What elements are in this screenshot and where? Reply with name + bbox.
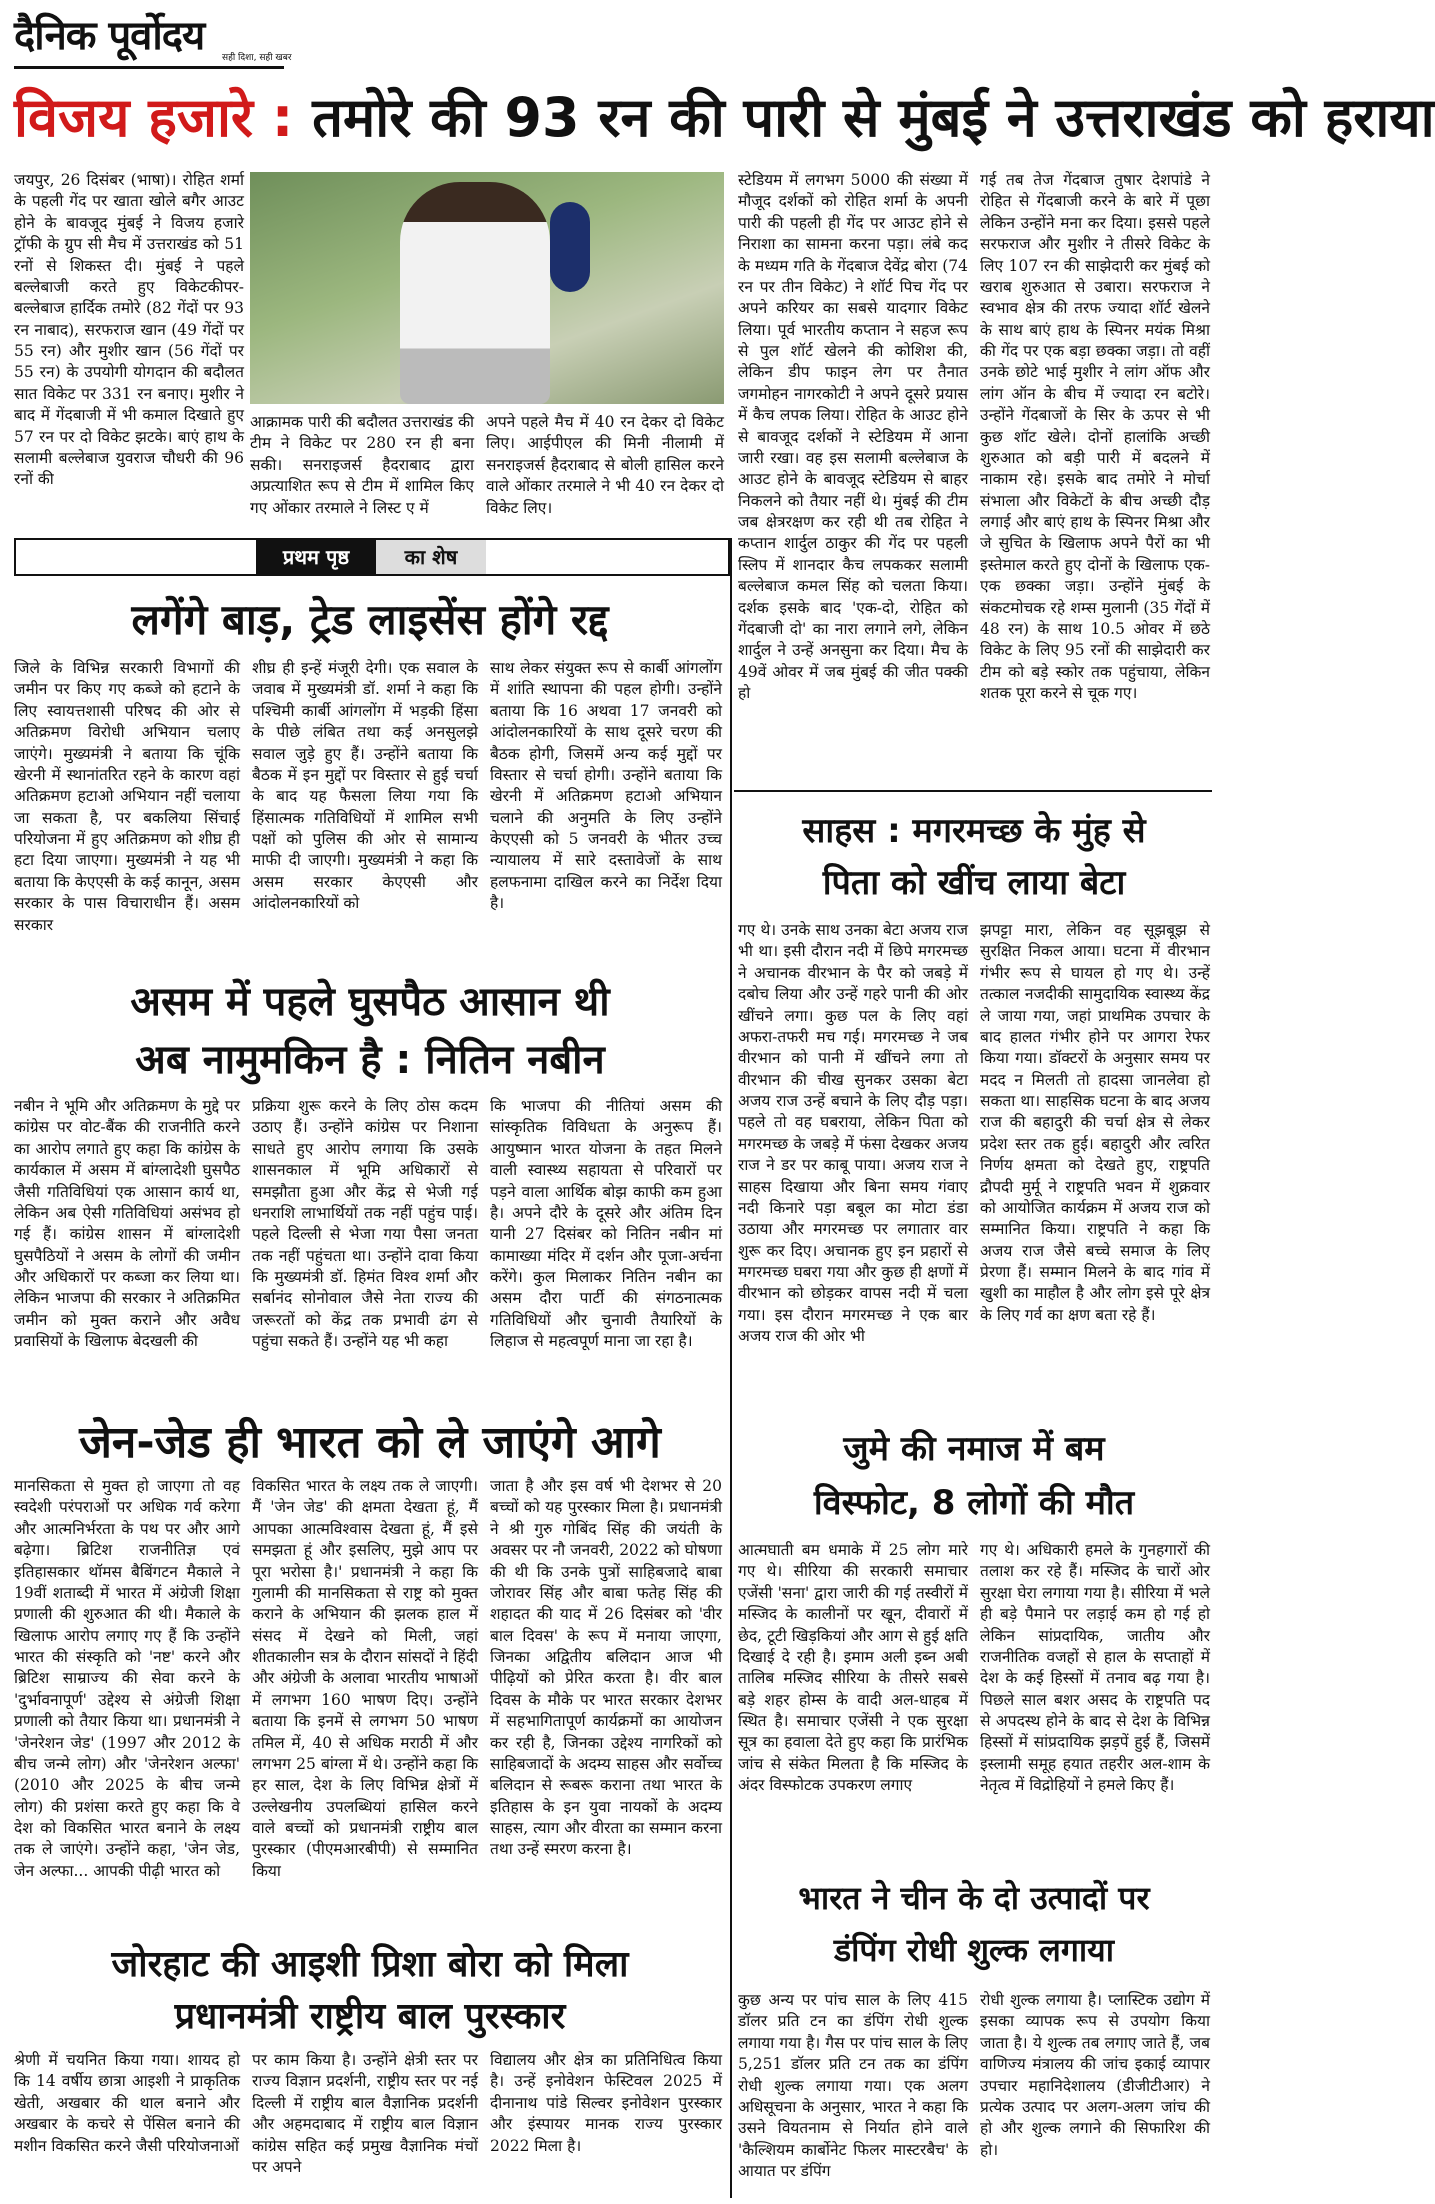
masthead-title: दैनिक पूर्वोदय — [14, 13, 205, 59]
croc-headline-line1: साहस : मगरमच्छ के मुंह से — [802, 811, 1146, 851]
jorhat-col1: श्रेणी में चयनित किया गया। शायद हो कि 14 वर्षीय छात्रा आइशी ने प्राकृतिक खेती, अखबार की थाल बनाने और अखबार के कचरे से पेंसिल बनाने की मशीन विकसित करने जैसी परियोजनाओं — [14, 2051, 240, 2155]
jorhat-headline-line2: प्रधानमंत्री राष्ट्रीय बाल पुरस्कार — [174, 1996, 566, 2037]
continuation-band — [14, 538, 730, 576]
blast-headline-line2: विस्फोट, 8 लोगों की मौत — [813, 1483, 1135, 1523]
croc-col1: गए थे। उनके साथ उनका बेटा अजय राज भी था। इसी दौरान नदी में छिपे मगरमच्छ ने अचानक वीरभान के पैर को जबड़े में दबोच लिया और उन्हें गहरे पानी की ओर खींचने लगा। कुछ पल के लिए वहां अफरा-तफरी मच गई। मगरमच्छ ने जब वीरभान को पानी में खींचने लगा तो वीरभान की चीख सुनकर उसका बेटा अजय राज उन्हें बचाने के लिए दौड़ पड़ा। पहले तो वह घबराया, लेकिन पिता को मगरमच्छ के जबड़े में फंसा देखकर अजय राज ने डर पर काबू पाया। अजय राज ने साहस दिखाया और बिना समय गंवाए नदी किनारे पड़ा बबूल का मोटा डंडा उठाया और मगरमच्छ पर लगातार वार शुरू कर दिए। अचानक हुए इन प्रहारों से मगरमच्छ घबरा गया और कुछ ही क्षणों में वीरभान को छोड़कर वापस नदी में चला गया। इस दौरान मगरमच्छ ने एक बार अजय राज की ओर भी — [738, 921, 968, 1346]
china-headline-line1: भारत ने चीन के दो उत्पादों पर — [798, 1879, 1150, 1917]
masthead-rule — [14, 66, 284, 69]
fence-col2: शीघ्र ही इन्हें मंजूरी देगी। एक सवाल के जवाब में मुख्यमंत्री डॉ. शर्मा ने कहा कि पश्चिमी कार्बी आंगलोंग में भड़की हिंसा के पीछे लंबित तथा कई अनसुलझे सवाल जुड़े हुए हैं। उन्होंने बताया कि बैठक में इन मुद्दों पर विस्तार से हुई चर्चा के बाद यह फैसला लिया गया कि हिंसात्मक गतिविधियों में शामिल सभी पक्षों को पुलिस की ओर से सामान्य माफी दी जाएगी। मुख्यमंत्री ने कहा कि असम सरकार केएएसी और आंदोलनकारियों को — [252, 659, 478, 913]
assam-headline-line2: अब नामुमकिन है : नितिन नबीन — [135, 1037, 605, 1083]
china-col2: रोधी शुल्क लगाया है। प्लास्टिक उद्योग में इसका व्यापक रूप से उपयोग किया जाता है। ये शुल्क तब लगाए जाते हैं, जब वाणिज्य मंत्रालय की जांच इकाई व्यापार उपचार महानिदेशालय (डीजीटीआर) ने प्रत्येक उत्पाद पर अलग-अलग जांच की हो और शुल्क लगाने की सिफारिश की हो। — [980, 1991, 1210, 2159]
main-story-col3: अपने पहले मैच में 40 रन देकर दो विकेट लिए। आईपीएल की मिनी नीलामी में सनराइजर्स हैदराबाद से बोली हासिल करने वाले ओंकार तरमाले ने भी 40 रन देकर दो विकेट लिए। — [486, 413, 724, 517]
blast-col1: आत्मघाती बम धमाके में 25 लोग मारे गए थे। सीरिया की सरकारी समाचार एजेंसी 'सना' द्वारा जारी की गई तस्वीरों में मस्जिद के कालीनों पर खून, दीवारों में छेद, टूटी खिड़कियां और आग से हुई क्षति दिखाई दे रही है। इमाम अली इब्न अबी तालिब मस्जिद सीरिया के तीसरे सबसे बड़े शहर होम्स के वादी अल-धाहब में स्थित है। समाचार एजेंसी ने एक सुरक्षा सूत्र का हवाला देते हुए कहा कि प्रारंभिक जांच से संकेत मिलता है कि मस्जिद के अंदर विस्फोटक उपकरण लगाए — [738, 1541, 968, 1795]
china-col1: कुछ अन्य पर पांच साल के लिए 415 डॉलर प्रति टन का डंपिंग रोधी शुल्क लगाया गया है। गैस पर पांच साल के लिए 5,251 डॉलर प्रति टन तक का डंपिंग रोधी शुल्क लगाया गया। एक अलग अधिसूचना के अनुसार, भारत ने कहा कि उसने वियतनाम से निर्यात होने वाले 'कैल्शियम कार्बोनेट फिलर मास्टरबैच' के आयात पर डंपिंग — [738, 1991, 968, 2180]
main-story-col1: जयपुर, 26 दिसंबर (भाषा)। रोहित शर्मा के पहली गेंद पर खाता खोले बगैर आउट होने के बावजूद मुंबई ने विजय हजारे ट्रॉफी के ग्रुप सी मैच में उत्तराखंड को 51 रनों से शिकस्त दी। मुंबई ने पहले बल्लेबाजी करते हुए विकेटकीपर-बल्लेबाज हार्दिक तमोरे (82 गेंदों पर 93 रन नाबाद), सरफराज खान (49 गेंदों पर 55 रन) और मुशीर खान (56 गेंदों पर 55 रन) के उपयोगी योगदान की बदौलत सात विकेट पर 331 रन बनाए। मुशीर ने बाद में गेंदबाजी में भी कमाल दिखाते हुए 57 रन पर दो विकेट झटके। बाएं हाथ के सलामी बल्लेबाज युवराज चौधरी की 96 रनों की — [14, 171, 244, 489]
genz-headline: जेन-जेड ही भारत को ले जाएंगे आगे — [79, 1417, 661, 1468]
assam-col1: नबीन ने भूमि और अतिक्रमण के मुद्दे पर कांग्रेस पर वोट-बैंक की राजनीति करने का आरोप लगाते हुए कहा कि कांग्रेस के कार्यकाल में असम में बांग्लादेशी घुसपैठ जैसी गतिविधियां एक आसान कार्य था, लेकिन अब ऐसी गतिविधियां असंभव हो गई हैं। कांग्रेस शासन में बांग्लादेशी घुसपैठियों ने असम के लोगों की जमीन और अधिकारों पर कब्जा कर लिया था। लेकिन भाजपा की सरकार ने अतिक्रमित जमीन को मुक्त कराने और अवैध प्रवासियों के खिलाफ बेदखली की — [14, 1097, 240, 1351]
assam-headline-line1: असम में पहले घुसपैठ आसान थी — [130, 979, 610, 1025]
main-story-col5: गई तब तेज गेंदबाज तुषार देशपांडे ने रोहित से गेंदबाजी करने के बारे में पूछा लेकिन उन्होंने मना कर दिया। इससे पहले सरफराज और मुशीर ने तीसरे विकेट के लिए 107 रन की साझेदारी कर मुंबई को खराब शुरुआत से उबारा। सरफराज ने स्वभाव क्षेत्र की तरफ ज्यादा शॉर्ट खेलने के साथ बाएं हाथ के स्पिनर मयंक मिश्रा की गेंद पर एक बड़ा छक्का जड़ा। तो वहीं उनके छोटे भाई मुशीर ने लांग ऑफ और लांग ऑन के बीच में ज्यादा रन बटोरे। उन्होंने गेंदबाजों के सिर के ऊपर से भी कुछ शॉट खेले। दोनों हालांकि अच्छी शुरुआत को बड़ी पारी में बदलने में नाकाम रहे। इसके बाद तमोरे ने मोर्चा संभाला और विकेटों के बीच अच्छी दौड़ लगाई और बाएं हाथ के स्पिनर मिश्रा और जे सुचित के खिलाफ अपने पैरों का भी इस्तेमाल करते हुए दोनों के खिलाफ एक-एक छक्का जड़ा। उन्होंने मुंबई के संकटमोचक रहे शम्स मुलानी (35 गेंदों में 48 रन) के साथ 10.5 ओवर में छठे विकेट के लिए 95 रनों की साझेदारी कर टीम को बड़े स्कोर तक पहुंचाया, लेकिन शतक पूरा करने से चूक गए। — [980, 171, 1210, 702]
fence-col1: जिले के विभिन्न सरकारी विभागों की जमीन पर किए गए कब्जे को हटाने के लिए स्वायत्तशासी परिषद की ओर से अतिक्रमण विरोधी अभियान चलाए जाएंगे। मुख्यमंत्री ने बताया कि चूंकि खेरनी में स्थानांतरित रहने के कारण वहां अतिक्रमण हटाओ अभियान नहीं चलाया जा सकता है, पर बकलिया सिंचाई परियोजना में हुए अतिक्रमण को शीघ्र ही हटा दिया जाएगा। मुख्यमंत्री ने यह भी बताया कि केएएसी के कई कानून, असम सरकार के पास विचाराधीन हैं। असम सरकार — [14, 659, 240, 934]
masthead-tagline: सही दिशा, सही खबर — [222, 53, 292, 63]
assam-col3: कि भाजपा की नीतियां असम की सांस्कृतिक विविधता के अनुरूप हैं। आयुष्मान भारत योजना के तहत मिलने वाली स्वास्थ्य सहायता से परिवारों पर पड़ने वाला आर्थिक बोझ काफी कम हुआ है। अपने दौरे के दूसरे और अंतिम दिन यानी 27 दिसंबर को नितिन नबीन मां कामाख्या मंदिर में दर्शन और पूजा-अर्चना करेंगे। कुल मिलाकर नितिन नबीन का असम दौरा पार्टी की संगठनात्मक गतिविधियों और चुनावी तैयारियों के लिहाज से महत्वपूर्ण माना जा रहा है। — [490, 1097, 722, 1351]
jorhat-headline-line1: जोरहाट की आइशी प्रिशा बोरा को मिला — [111, 1944, 629, 1985]
main-headline — [14, 86, 1435, 150]
assam-col2: प्रक्रिया शुरू करने के लिए ठोस कदम उठाए हैं। उन्होंने कांग्रेस पर निशाना साधते हुए आरोप लगाया कि उसके शासनकाल में भूमि अधिकारों से समझौता हुआ और केंद्र से भेजी गई धनराशि लाभार्थियों तक नहीं पहुंच पाई। पहले दिल्ली से भेजा गया पैसा जनता तक नहीं पहुंचता था। उन्होंने दावा किया कि मुख्यमंत्री डॉ. हिमंत विश्व शर्मा और सर्बानंद सोनोवाल जैसे नेता राज्य की जरूरतों को केंद्र तक प्रभावी ढंग से पहुंचा सकते हैं। उन्होंने यह भी कहा — [252, 1097, 478, 1351]
main-headline-kicker: विजय हजारे : — [14, 86, 294, 149]
blast-col2: गए थे। अधिकारी हमले के गुनहगारों की तलाश कर रहे हैं। मस्जिद के चारों ओर सुरक्षा घेरा लगाया गया है। सीरिया में भले ही बड़े पैमाने पर लड़ाई कम हो गई हो लेकिन सांप्रदायिक, जातीय और राजनीतिक वजहों से हाल के सप्ताहों में देश के कई हिस्सों में तनाव बढ़ गया है। पिछले साल बशर असद के राष्ट्रपति पद से अपदस्थ होने के बाद से देश के विभिन्न हिस्सों में सांप्रदायिक झड़पें हुई हैं, जिसमें इस्लामी समूह हयात तहरीर अल-शाम के नेतृत्व में विद्रोहियों ने हमले किए हैं। — [980, 1541, 1210, 1795]
main-story-col2: आक्रामक पारी की बदौलत उत्तराखंड की टीम ने विकेट पर 280 रन ही बना सकी। सनराइजर्स हैदराबाद द्वारा अप्रत्याशित रूप से टीम में शामिल किए गए ओंकार तरमाले ने लिस्ट ए में — [250, 413, 474, 517]
helmet-icon — [550, 202, 590, 292]
band-label-continued: का शेष — [376, 540, 486, 574]
genz-col2: विकसित भारत के लक्ष्य तक ले जाएगी। मैं 'जेन जेड' की क्षमता देखता हूं, मैं आपका आत्मविश्वास देखता हूं, मैं इसे समझता हूं और इसलिए, मुझे आप पर पूरा भरोसा है।' प्रधानमंत्री ने कहा कि गुलामी की मानसिकता से राष्ट्र को मुक्त कराने के अभियान की झलक हाल में संसद में देखने को मिली, जहां शीतकालीन सत्र के दौरान सांसदों ने हिंदी और अंग्रेजी के अलावा भारतीय भाषाओं में लगभग 160 भाषण दिए। उन्होंने बताया कि इनमें से लगभग 50 भाषण तमिल में, 40 से अधिक मराठी में और लगभग 25 बांग्ला में थे। उन्होंने कहा कि हर साल, देश के लिए विभिन्न क्षेत्रों में उल्लेखनीय उपलब्धियां हासिल करने वाले बच्चों को प्रधानमंत्री राष्ट्रीय बाल पुरस्कार (पीएमआरबीपी) से सम्मानित किया — [252, 1477, 478, 1880]
fence-headline: लगेंगे बाड़, ट्रेड लाइसेंस होंगे रद्द — [131, 595, 609, 644]
jorhat-col3: विद्यालय और क्षेत्र का प्रतिनिधित्व किया है। उन्हें इनोवेशन फेस्टिवल 2025 में दीनानाथ पांडे सिल्वर इनोवेशन पुरस्कार और इंस्पायर मानक राज्य पुरस्कार 2022 मिला है। — [490, 2051, 722, 2155]
blast-headline-line1: जुमे की नमाज में बम — [843, 1429, 1105, 1469]
genz-col1: मानसिकता से मुक्त हो जाएगा तो वह स्वदेशी परंपराओं पर अधिक गर्व करेगा और आत्मनिर्भरता के पथ पर और आगे बढ़ेगा। ब्रिटिश राजनीतिज्ञ एवं इतिहासकार थॉमस बैबिंगटन मैकाले ने 19वीं शताब्दी में भारत में अंग्रेजी शिक्षा प्रणाली की शुरुआत की थी। मैकाले के खिलाफ आरोप लगाए गए हैं कि उन्होंने भारत की संस्कृति को 'नष्ट' करने और ब्रिटिश साम्राज्य की सेवा करने के 'दुर्भावनापूर्ण' उद्देश्य से अंग्रेजी शिक्षा प्रणाली को तैयार किया था। प्रधानमंत्री ने 'जेनरेशन जेड' (1997 और 2012 के बीच जन्मे लोग) और 'जेनरेशन अल्फा' (2010 और 2025 के बीच जन्मे लोग) की प्रशंसा करते हुए कहा कि वे देश को विकसित भारत बनाने के लक्ष्य तक ले जाएंगे। उन्होंने कहा, 'जेन जेड, जेन अल्फा... आपकी पीढ़ी भारत को — [14, 1477, 240, 1880]
fence-col3: साथ लेकर संयुक्त रूप से कार्बी आंगलोंग में शांति स्थापना की पहल होगी। उन्होंने बताया कि 16 अथवा 17 जनवरी को आंदोलनकारियों के साथ दूसरे चरण की बैठक होगी, जिसमें अन्य कई मुद्दों पर विस्तार से चर्चा होगी। उन्होंने बताया कि खेरनी में अतिक्रमण हटाओ अभियान चलाने की अनुमति के लिए उन्होंने केएएसी को 5 जनवरी के भीतर उच्च न्यायालय में सारे दस्तावेजों के साथ हलफनामा दाखिल करने का निर्देश दिया है। — [490, 659, 722, 913]
croc-headline-line2: पिता को खींच लाया बेटा — [822, 863, 1126, 903]
main-story-col4: स्टेडियम में लगभग 5000 की संख्या में मौजूद दर्शकों को रोहित शर्मा के अपनी पारी की पहली ही गेंद पर आउट होने से निराशा का सामना करना पड़ा। लंबे कद के मध्यम गति के गेंदबाज देवेंद्र बोरा (74 रन पर तीन विकेट) ने शॉर्ट पिच गेंद पर अपने करियर का सबसे यादगार विकेट लिया। पूर्व भारतीय कप्तान ने सहज रूप से पुल शॉर्ट खेलने की कोशिश की, लेकिन डीप फाइन लेग पर तैनात जगमोहन नागरकोटी ने अपने दूसरे प्रयास में कैच लपक लिया। रोहित के आउट होने से बावजूद दर्शकों ने स्टेडियम में आना जारी रखा। वह इस सलामी बल्लेबाज के आउट होने के बावजूद स्टेडियम से बाहर निकलने को तैयार नहीं थे। मुंबई की टीम जब क्षेत्ररक्षण कर रही थी तब रोहित ने कप्तान शार्दुल ठाकुर की गेंद पर पहली स्लिप में शानदार कैच लपककर सलामी बल्लेबाज कमल सिंह को चलता किया। दर्शक इसके बाद 'एक-दो, रोहित को गेंदबाजी दो' का नारा लगाने लगे, लेकिन शार्दुल ने उन्हें अनसुना कर दिया। मैच के 49वें ओवर में जब मुंबई की जीत पक्की हो — [738, 171, 968, 702]
player-figure — [400, 182, 550, 404]
croc-col2: झपट्टा मारा, लेकिन वह सूझबूझ से सुरक्षित निकल आया। घटना में वीरभान गंभीर रूप से घायल हो गए थे। उन्हें तत्काल नजदीकी सामुदायिक स्वास्थ्य केंद्र ले जाया गया, जहां प्राथमिक उपचार के बाद हालत गंभीर होने पर आगरा रेफर किया गया। डॉक्टरों के अनुसार समय पर मदद न मिलती तो हादसा जानलेवा हो सकता था। साहसिक घटना के बाद अजय राज की बहादुरी की चर्चा क्षेत्र से लेकर प्रदेश स्तर तक हुई। बहादुरी और त्वरित निर्णय क्षमता को देखते हुए, राष्ट्रपति द्रौपदी मुर्मू ने राष्ट्रपति भवन में शुक्रवार को आयोजित कार्यक्रम में अजय राज को सम्मानित किया। राष्ट्रपति ने कहा कि अजय राज जैसे बच्चे समाज के लिए प्रेरणा हैं। सम्मान मिलने के बाद गांव में खुशी का माहौल है और लोग इसे पूरे क्षेत्र के लिए गर्व का क्षण बता रहे हैं। — [980, 921, 1210, 1324]
page-divider — [730, 538, 732, 2198]
main-story-bottom-rule — [734, 790, 1212, 792]
jorhat-col2: पर काम किया है। उन्होंने क्षेत्री स्तर पर राज्य विज्ञान प्रदर्शनी, राष्ट्रीय स्तर पर नई दिल्ली में राष्ट्रीय बाल वैज्ञानिक प्रदर्शनी और अहमदाबाद में राष्ट्रीय बाल विज्ञान कांग्रेस सहित कई प्रमुख वैज्ञानिक मंचों पर अपने — [252, 2051, 478, 2176]
band-label-front-page: प्रथम पृष्ठ — [256, 540, 376, 574]
main-headline-text: तमोरे की 93 रन की पारी से मुंबई ने उत्तराखंड को हराया — [312, 86, 1435, 149]
china-headline-line2: डंपिंग रोधी शुल्क लगाया — [834, 1931, 1114, 1969]
genz-col3: जाता है और इस वर्ष भी देशभर से 20 बच्चों को यह पुरस्कार मिला है। प्रधानमंत्री ने श्री गुरु गोबिंद सिंह की जयंती के अवसर पर नौ जनवरी, 2022 को घोषणा की थी कि उनके पुत्रों साहिबजादे बाबा जोरावर सिंह और बाबा फतेह सिंह की शहादत की याद में 26 दिसंबर को 'वीर बाल दिवस' के रूप में मनाया जाएगा, जिनका अद्वितीय बलिदान आज भी पीढ़ियों को प्रेरित करता है। वीर बाल दिवस के मौके पर भारत सरकार देशभर में सहभागितापूर्ण कार्यक्रमों का आयोजन कर रही है, जिनका उद्देश्य नागरिकों को साहिबजादों के अदम्य साहस और सर्वोच्च बलिदान से रूबरू कराना तथा भारत के इतिहास के इन युवा नायकों के अदम्य साहस, त्याग और वीरता का सम्मान करना तथा उन्हें स्मरण करना है। — [490, 1477, 722, 1859]
cricketer-photo — [250, 172, 724, 404]
